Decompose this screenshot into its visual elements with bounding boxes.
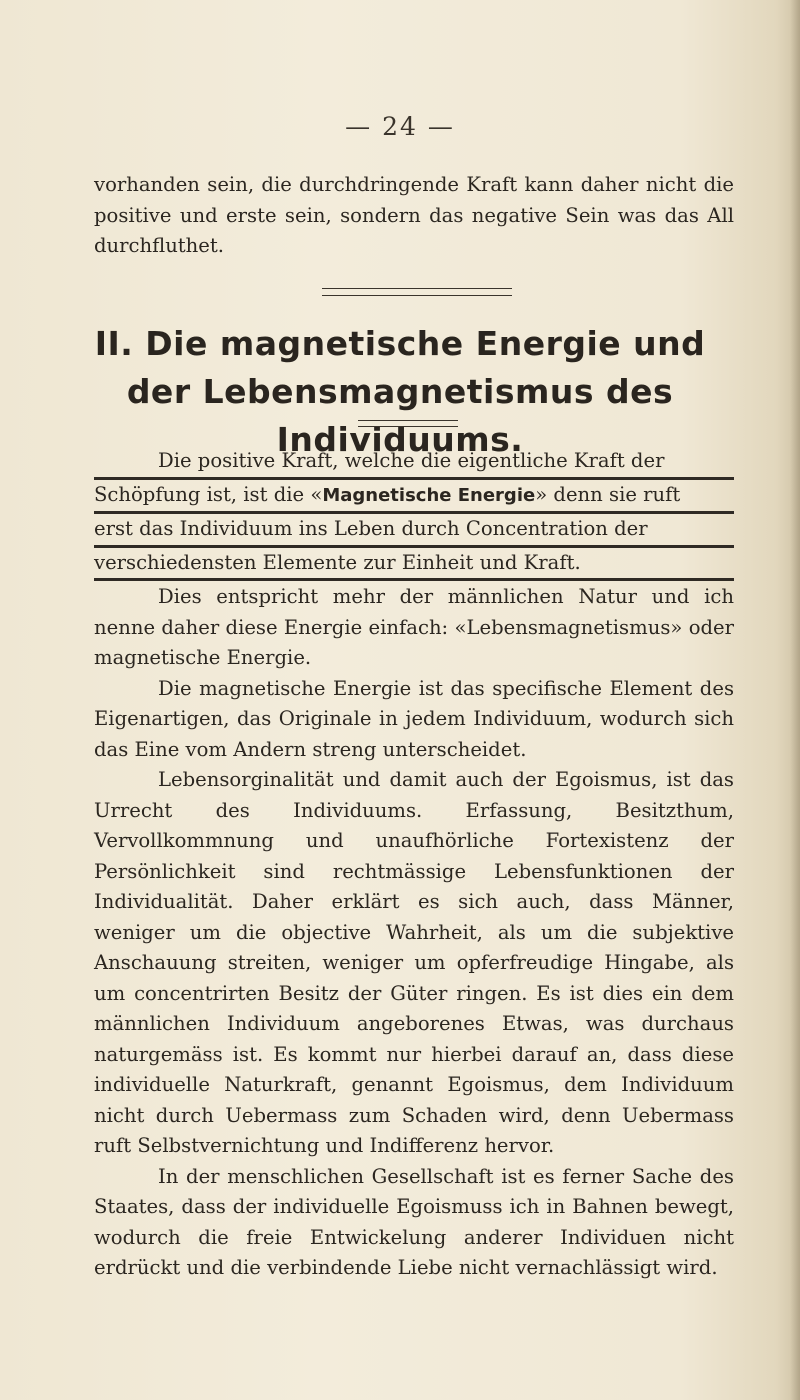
page-number: — 24 —: [345, 112, 455, 141]
underlined-line-1: Die positive Kraft, welche die eigentliche Kraft der: [94, 446, 734, 480]
page-edge-shadow: [790, 0, 800, 1400]
underlined-line-2: [94, 480, 734, 515]
heading-line-2: der Lebensmagnetismus des Individuums.: [126, 372, 674, 459]
underlined-paragraph: [94, 446, 734, 581]
section-divider: [322, 288, 512, 296]
paragraph: Die magnetische Energie ist das specifische Element des Eigenartigen, das Originale in jedem Individuum, wodurch sich das Eine vom Andern streng unterscheidet.: [94, 676, 734, 761]
line-2-end: » denn sie ruft: [535, 482, 681, 506]
intro-text: vorhanden sein, die durchdringende Kraft kann daher nicht die positive und erste sein, sondern das negative Sein was das All durchfluthet.: [94, 173, 734, 257]
chapter-heading: [60, 320, 740, 464]
heading-divider: [358, 420, 458, 427]
intro-paragraph: [94, 170, 734, 262]
paragraph: Dies entspricht mehr der männlichen Natur und ich nenne daher diese Energie einfach: «Lebensmagnetismus» oder magnetische Energie.: [94, 585, 734, 669]
emphasized-term: Magnetische Energie: [322, 484, 536, 506]
line-2-start: Schöpfung ist, ist die «: [94, 482, 323, 506]
underlined-line-4: verschiedensten Elemente zur Einheit und Kraft.: [94, 548, 734, 582]
paragraph: Lebensorginalität und damit auch der Egoismus, ist das Urrecht des Individuums. Erfassung, Besitzthum, Vervollkommnung und unaufhörliche Fortexistenz der Persönlichkeit sind rechtmässige Lebensfunktionen der Individualität. Daher erklärt es sich auch, dass Männer, weniger um die objective Wahrheit, als um die subjektive Anschauung streiten, weniger um opferfreudige Hingabe, als um concentrirten Besitz der Güter ringen. Es ist dies ein dem männlichen Individuum angeborenes Etwas, was durchaus naturgemäss ist. Es kommt nur hierbei darauf an, dass diese individuelle Naturkraft, genannt Egoismus, dem Individuum nicht durch Uebermass zum Schaden wird, denn Uebermass ruft Selbstvernichtung und Indifferenz hervor.: [94, 768, 734, 1157]
underlined-line-3: erst das Individuum ins Leben durch Concentration der: [94, 514, 734, 548]
paragraph: In der menschlichen Gesellschaft ist es ferner Sache des Staates, dass der individuelle Egoismuss ich in Bahnen bewegt, wodurch die freie Entwickelung anderer Individuen nicht erdrückt und die verbindende Liebe nicht vernachlässigt wird.: [94, 1164, 734, 1279]
body-text: [94, 582, 734, 1284]
heading-line-1: II. Die magnetische Energie und: [94, 324, 706, 363]
